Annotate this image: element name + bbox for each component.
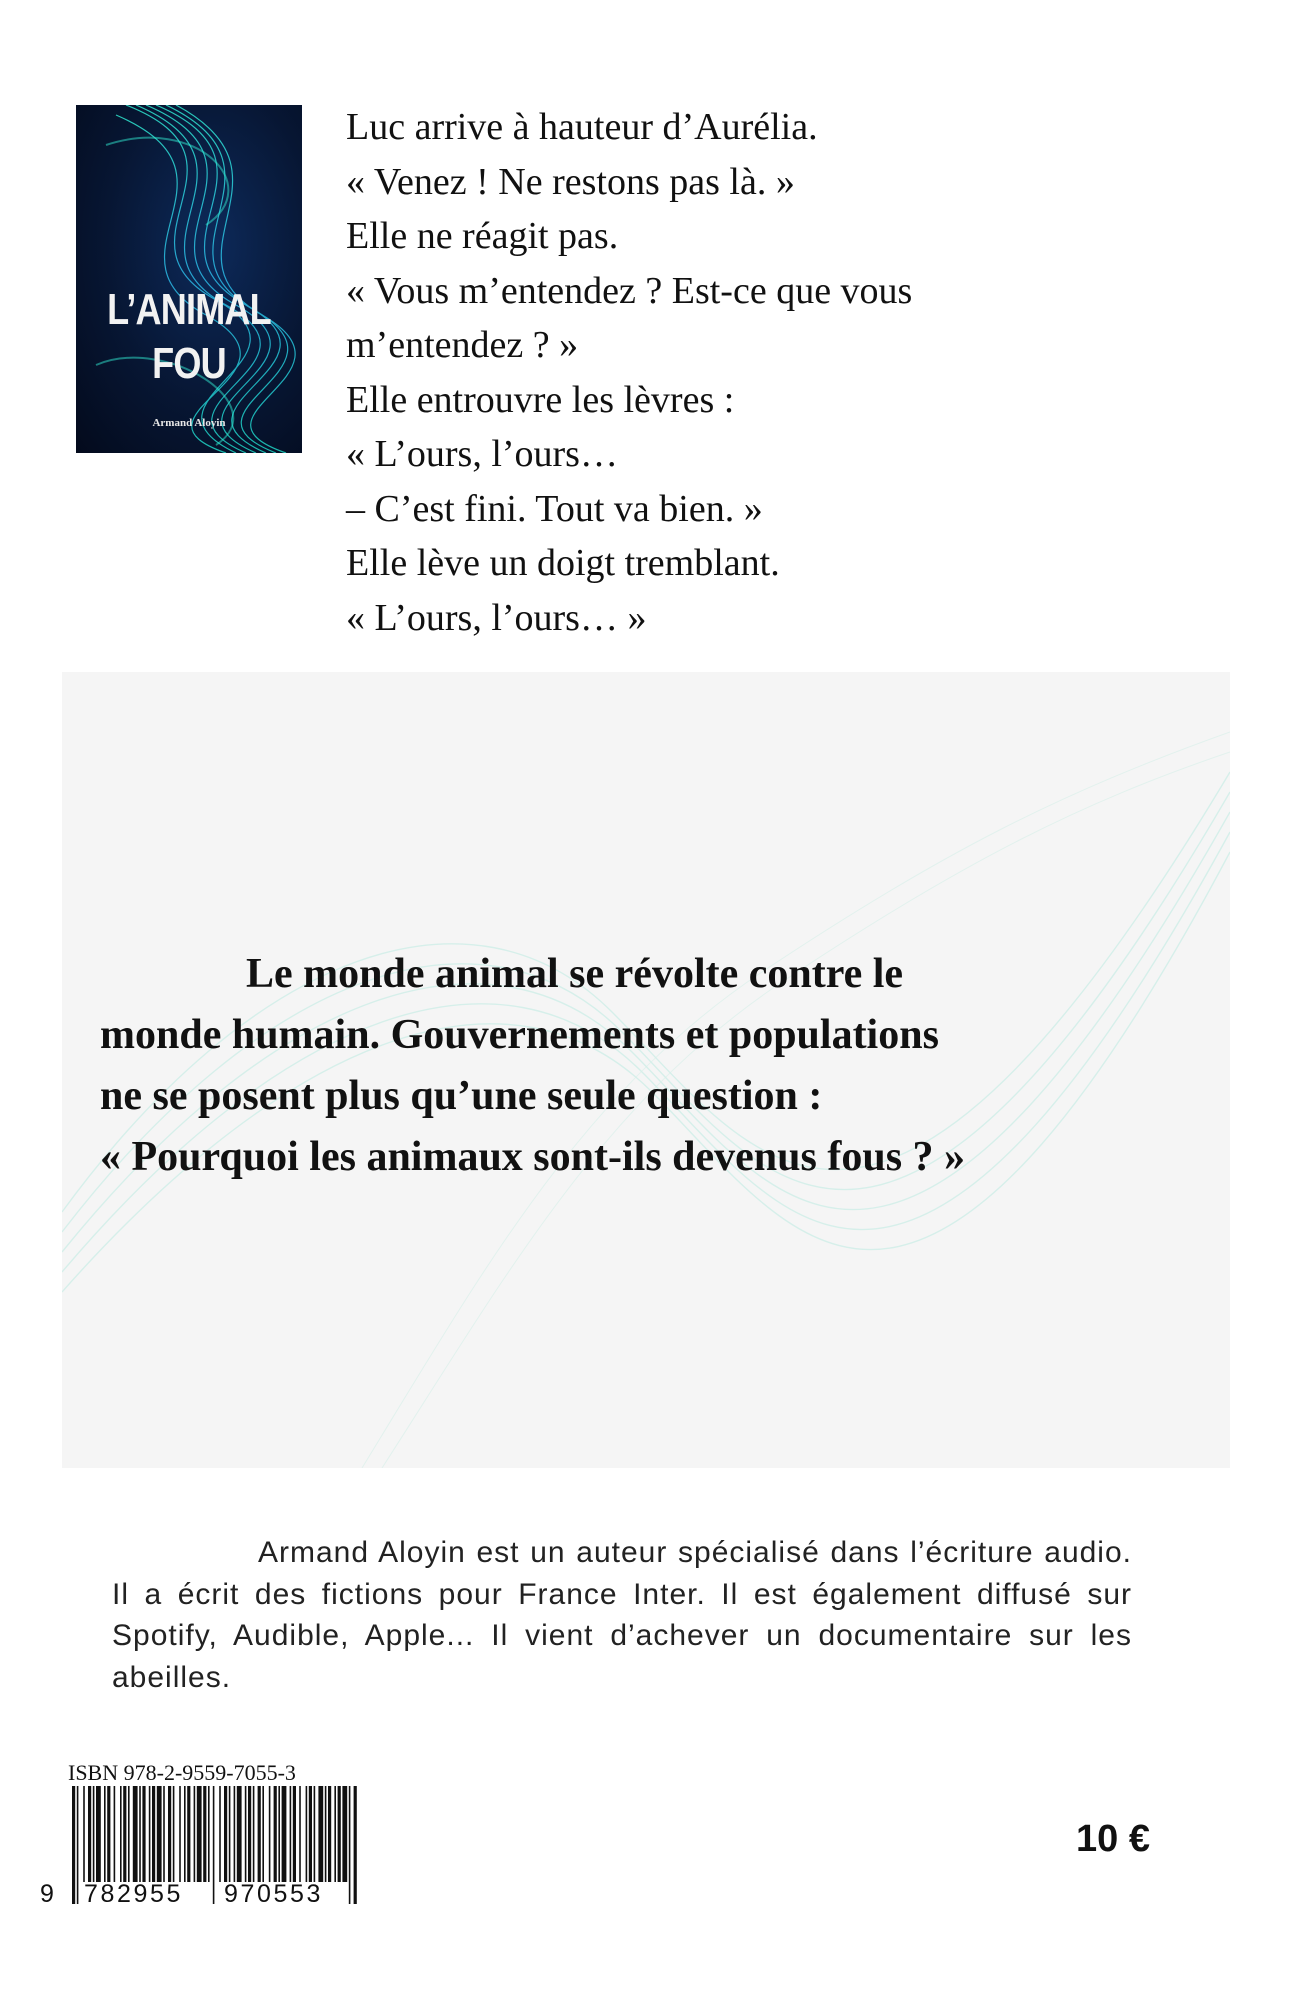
- blurb-line: monde humain. Gouvernements et populations: [100, 1012, 939, 1058]
- barcode-bar: [229, 1786, 231, 1882]
- price: 10 €: [1076, 1818, 1150, 1860]
- barcode-bar: [219, 1786, 221, 1882]
- barcode-bar: [248, 1786, 251, 1882]
- barcode-bar: [318, 1786, 323, 1882]
- barcode-bar: [77, 1786, 79, 1904]
- excerpt-line: « Venez ! Ne restons pas là. »: [346, 160, 795, 203]
- barcode-bar: [334, 1786, 336, 1882]
- barcode-bar: [328, 1786, 331, 1882]
- barcode-bar: [354, 1786, 357, 1904]
- barcode-bar: [187, 1786, 190, 1882]
- barcode-bar: [258, 1786, 261, 1882]
- barcode-bar: [262, 1786, 264, 1882]
- barcode-bar: [163, 1786, 165, 1882]
- excerpt-line: « L’ours, l’ours… »: [346, 596, 647, 639]
- blurb-line: « Pourquoi les animaux sont-ils devenus fous ? »: [100, 1134, 966, 1180]
- barcode-bar: [208, 1786, 210, 1882]
- barcode-bar: [120, 1786, 122, 1882]
- author-bio: [112, 1532, 1132, 1698]
- barcode-bar: [179, 1786, 181, 1882]
- barcode-bar: [213, 1786, 215, 1904]
- barcode-bar: [349, 1786, 351, 1904]
- barcode-digits-group1: 782955: [84, 1880, 184, 1908]
- barcode-bar: [290, 1786, 292, 1882]
- cover-author: Armand Aloyin: [152, 417, 226, 429]
- barcode-bar: [142, 1786, 145, 1882]
- barcode-bar: [309, 1786, 312, 1882]
- barcode-bar: [107, 1786, 110, 1882]
- barcode-bar: [234, 1786, 236, 1882]
- book-cover-thumbnail: [76, 105, 302, 453]
- barcode-bar: [253, 1786, 255, 1882]
- barcode-bar: [274, 1786, 277, 1882]
- barcode-bar: [282, 1786, 287, 1882]
- barcode-bar: [293, 1786, 296, 1882]
- barcode-bar: [104, 1786, 106, 1882]
- barcode-bar: [194, 1786, 196, 1882]
- excerpt-line: « Vous m’entendez ? Est-ce que vous: [346, 269, 913, 312]
- barcode-bar: [133, 1786, 138, 1882]
- cover-title-line1: L’ANIMAL: [107, 285, 271, 334]
- barcode-bar: [278, 1786, 280, 1882]
- blurb-line: Le monde animal se révolte contre le: [246, 951, 904, 997]
- barcode-digits-group2: 970553: [224, 1880, 324, 1908]
- barcode-bar: [306, 1786, 308, 1882]
- barcode-bar: [114, 1786, 116, 1882]
- barcode-bar: [173, 1786, 175, 1882]
- excerpt-text: [346, 100, 1086, 645]
- barcode-bar: [128, 1786, 130, 1882]
- barcode-bar: [184, 1786, 186, 1882]
- barcode-bar: [72, 1786, 75, 1904]
- barcode-bar: [299, 1786, 301, 1882]
- barcode-bar: [168, 1786, 171, 1882]
- excerpt-line: – C’est fini. Tout va bien. »: [346, 487, 763, 530]
- excerpt-line: Elle lève un doigt tremblant.: [346, 542, 780, 584]
- isbn-label: ISBN 978-2-9559-7055-3: [68, 1760, 296, 1785]
- barcode-bar: [197, 1786, 202, 1882]
- blurb-line: ne se posent plus qu’une seule question :: [100, 1073, 823, 1119]
- barcode-bar: [96, 1786, 101, 1882]
- excerpt-line: Elle entrouvre les lèvres :: [346, 378, 735, 421]
- barcode-bar: [325, 1786, 327, 1882]
- blurb-text: [100, 944, 1190, 1188]
- excerpt-line: m’entendez ? »: [346, 324, 579, 366]
- excerpt-line: Luc arrive à hauteur d’Aurélia.: [346, 106, 818, 148]
- barcode-bar: [83, 1786, 85, 1882]
- excerpt-line: « L’ours, l’ours…: [346, 433, 618, 475]
- barcode-bar: [88, 1786, 91, 1882]
- barcode-bar: [314, 1786, 316, 1882]
- excerpt-line: Elle ne réagit pas.: [346, 215, 619, 257]
- barcode-bar: [224, 1786, 227, 1882]
- barcode-bar: [237, 1786, 242, 1882]
- barcode-bar: [203, 1786, 206, 1882]
- author-bio-text: Armand Aloyin est un auteur spécialisé dans l’écriture audio. Il a écrit des fictions pour France Inter. Il est également diffusé sur Spotify, Audible, Apple... Il vient d’achever un documentaire sur les abeilles.: [112, 1536, 1132, 1694]
- barcode-bar: [269, 1786, 271, 1882]
- barcode-bar: [245, 1786, 247, 1882]
- barcode-digit-first: 9: [40, 1880, 57, 1908]
- barcode-bar: [149, 1786, 151, 1882]
- barcode-bar: [342, 1786, 347, 1882]
- barcode-bar: [139, 1786, 141, 1882]
- cover-swirl-graphic: [76, 105, 302, 453]
- barcode-bar: [152, 1786, 155, 1882]
- barcode-bar: [157, 1786, 162, 1882]
- barcode-bar: [123, 1786, 126, 1882]
- barcode-bar: [338, 1786, 341, 1882]
- cover-title-line2: FOU: [152, 339, 226, 388]
- barcode-bar: [93, 1786, 95, 1882]
